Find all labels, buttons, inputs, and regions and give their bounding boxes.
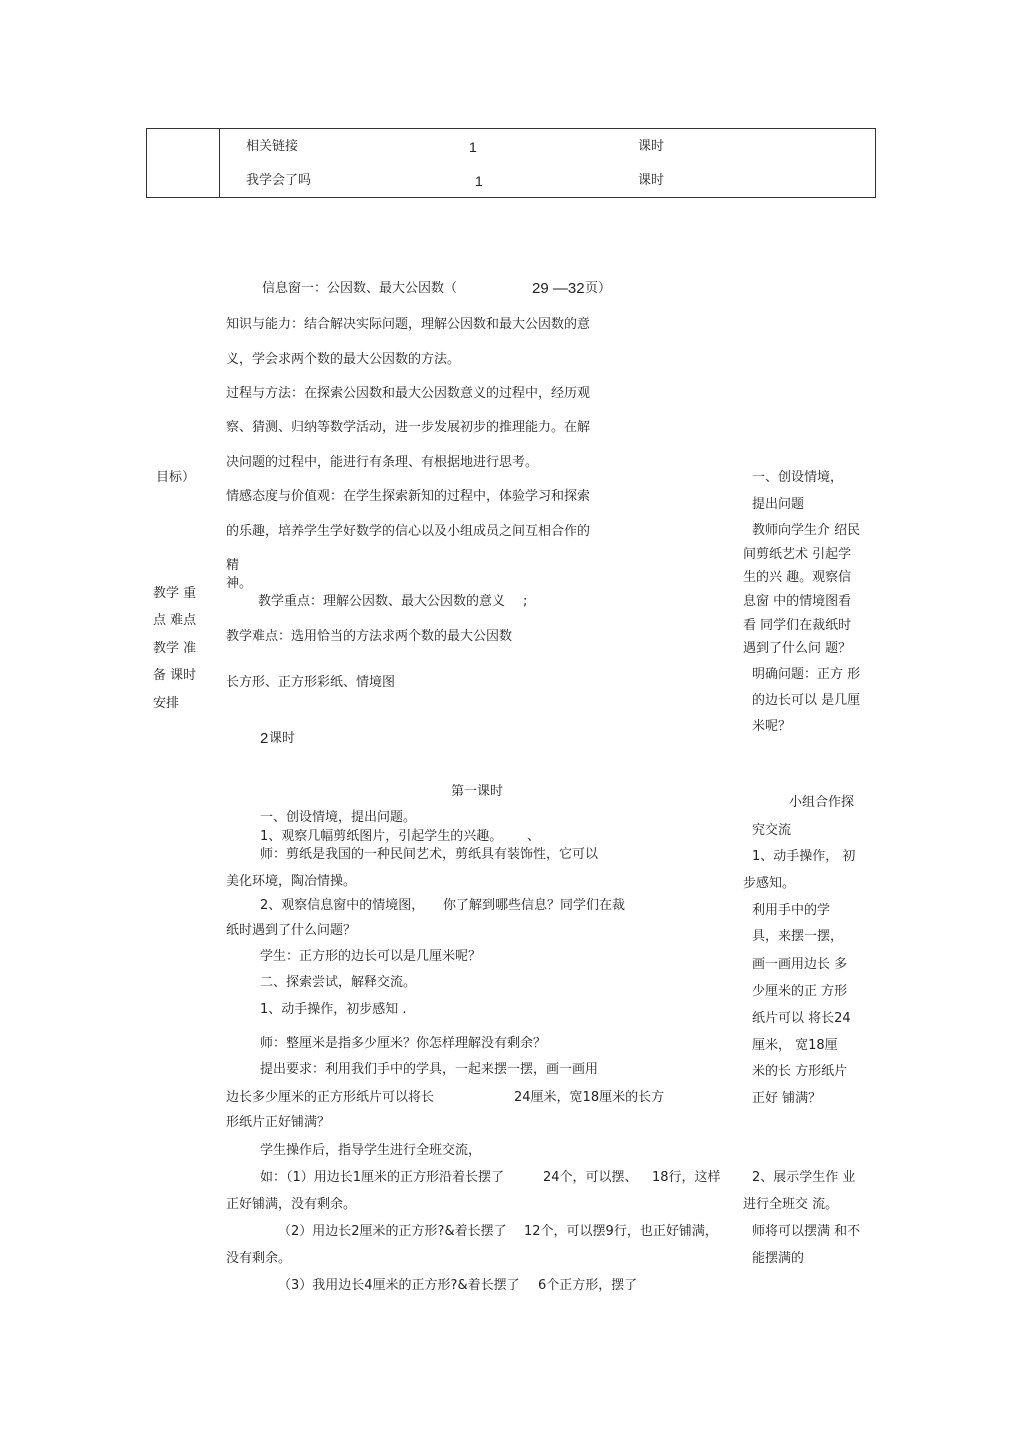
materials: 长方形、正方形彩纸、情境图 — [226, 675, 396, 690]
goal-line: 义，学会求两个数的最大公因数的方法。 — [226, 352, 461, 367]
margin-note: 利用手中的学 — [752, 903, 831, 918]
body-line: 边长多少厘米的正方形纸片可以将长 — [226, 1090, 435, 1105]
goal-line: 情感态度与价值观：在学生探索新知的过程中，体验学习和探索 — [226, 489, 591, 504]
margin-note: 教师向学生介 绍民 — [752, 523, 861, 538]
body-line: 1、观察几幅剪纸图片，引起学生的兴趣。 — [260, 829, 503, 844]
margin-note: 1、动手操作， 初 — [752, 849, 856, 864]
margin-note: 步感知。 — [743, 876, 796, 891]
goal-line: 察、猜测、归纳等数学活动，进一步发展初步的推理能力。在解 — [226, 420, 591, 435]
body-line: 提出要求：利用我们手中的学具，一起来摆一摆，画一画用 — [260, 1062, 599, 1077]
body-mark: 、 — [527, 829, 541, 844]
body-line: 学生操作后，指导学生进行全班交流， — [260, 1143, 482, 1158]
margin-note: 具，来摆一摆， — [752, 929, 844, 944]
body-line: 师：整厘米是指多少厘米？你怎样理解没有剩余？ — [260, 1036, 547, 1051]
goal-line: 精 — [226, 558, 240, 573]
margin-note: 看 同学们在裁纸时 — [743, 618, 852, 633]
body-line: （2）用边长2厘米的正方形?&着长摆了 — [278, 1224, 507, 1239]
key-point: 教学重点：理解公因数、最大公因数的意义 — [258, 594, 506, 609]
body-line: 12个，可以摆9行，也正好铺满， — [524, 1224, 718, 1239]
margin-note: 能摆满的 — [752, 1251, 805, 1266]
margin-note: 的边长可以 是几厘 — [752, 693, 861, 708]
margin-note: 米的长 方形纸片 — [752, 1064, 848, 1079]
left-label: 教学 准 — [153, 641, 197, 656]
info-title: 信息窗一：公因数、最大公因数（ — [262, 281, 458, 296]
body-line: 18行，这样 — [652, 1170, 721, 1185]
key-point-tail: ; — [523, 594, 528, 609]
margin-note: 纸片可以 将长24 — [752, 1011, 851, 1026]
lesson-title: 第一课时 — [451, 784, 504, 799]
margin-note: 师将可以摆满 和不 — [752, 1224, 861, 1239]
body-line: 一、创设情境，提出问题。 — [260, 810, 417, 825]
margin-note: 息窗 中的情境图看 — [743, 594, 852, 609]
margin-note: 正好 铺满？ — [752, 1091, 822, 1106]
margin-note: 一、创设情境， — [752, 470, 844, 485]
left-label: 安排 — [153, 696, 180, 711]
table-row-unit: 课时 — [638, 139, 665, 154]
goal-line: 神。 — [226, 576, 253, 591]
body-line: 2、观察信息窗中的情境图， — [260, 898, 425, 913]
table-row-label: 我学会了吗 — [246, 173, 312, 188]
margin-note: 生的兴 趣。观察信 — [743, 570, 852, 585]
goal-line: 过程与方法：在探索公因数和最大公因数意义的过程中，经历观 — [226, 386, 591, 401]
table-row-unit: 课时 — [638, 173, 665, 188]
margin-note: 2、展示学生作 业 — [752, 1170, 856, 1185]
margin-note: 米呢？ — [752, 719, 792, 734]
hours-number: 2 — [260, 730, 269, 747]
body-line: 如：（1）用边长1厘米的正方形沿着长摆了 — [260, 1170, 505, 1185]
margin-note: 进行全班交 流。 — [743, 1197, 839, 1212]
body-line: 二、探索尝试，解释交流。 — [260, 975, 417, 990]
margin-note: 少厘米的正 方形 — [752, 984, 848, 999]
body-line: 6个正方形，摆了 — [538, 1278, 638, 1293]
table-row-label: 相关链接 — [246, 139, 299, 154]
body-line: 学生：正方形的边长可以是几厘米呢？ — [260, 949, 482, 964]
margin-note: 厘米， 宽18厘 — [752, 1038, 838, 1053]
body-line: 你了解到哪些信息？同学们在裁 — [443, 898, 626, 913]
margin-note: 明确问题：正方 形 — [752, 667, 861, 682]
body-line: 正好铺满，没有剩余。 — [226, 1197, 357, 1212]
margin-note: 间剪纸艺术 引起学 — [743, 547, 852, 562]
body-line: 24个，可以摆、 — [543, 1170, 638, 1185]
body-line: 1、动手操作，初步感知 . — [260, 1002, 407, 1017]
goal-line: 的乐趣，培养学生学好数学的信心以及小组成员之间互相合作的 — [226, 524, 591, 539]
body-line: 美化环境，陶冶情操。 — [226, 874, 357, 889]
left-label-goal: 目标） — [156, 470, 196, 485]
goal-line: 知识与能力：结合解决实际问题，理解公因数和最大公因数的意 — [226, 317, 591, 332]
goal-line: 决问题的过程中，能进行有条理、有根据地进行思考。 — [226, 455, 539, 470]
body-line: （3）我用边长4厘米的正方形?&着长摆了 — [278, 1278, 520, 1293]
body-line: 纸时遇到了什么问题？ — [226, 923, 357, 938]
margin-note: 提出问题 — [752, 497, 805, 512]
body-line: 形纸片正好铺满？ — [226, 1115, 331, 1130]
margin-note: 小组合作探 — [789, 795, 855, 810]
margin-note: 究交流 — [752, 823, 792, 838]
margin-note: 遇到了什么问 题？ — [743, 641, 852, 656]
left-label: 备 课时 — [153, 668, 197, 683]
margin-note: 画一画用边长 多 — [752, 957, 848, 972]
body-line: 没有剩余。 — [226, 1251, 292, 1266]
info-pages: 29 —32 — [532, 280, 585, 297]
hours-unit: 课时 — [269, 731, 296, 746]
info-title-suffix: 页） — [585, 281, 612, 296]
table-row-count: 1 — [475, 173, 483, 189]
body-line: 师：剪纸是我国的一种民间艺术，剪纸具有装饰性，它可以 — [260, 847, 599, 862]
left-label: 点 难点 — [153, 613, 197, 628]
difficulty: 教学难点：选用恰当的方法求两个数的最大公因数 — [226, 629, 513, 644]
table-row-count: 1 — [469, 139, 477, 155]
body-line: 24厘米，宽18厘米的长方 — [514, 1090, 665, 1105]
left-label: 教学 重 — [153, 586, 197, 601]
table-divider — [219, 129, 220, 197]
